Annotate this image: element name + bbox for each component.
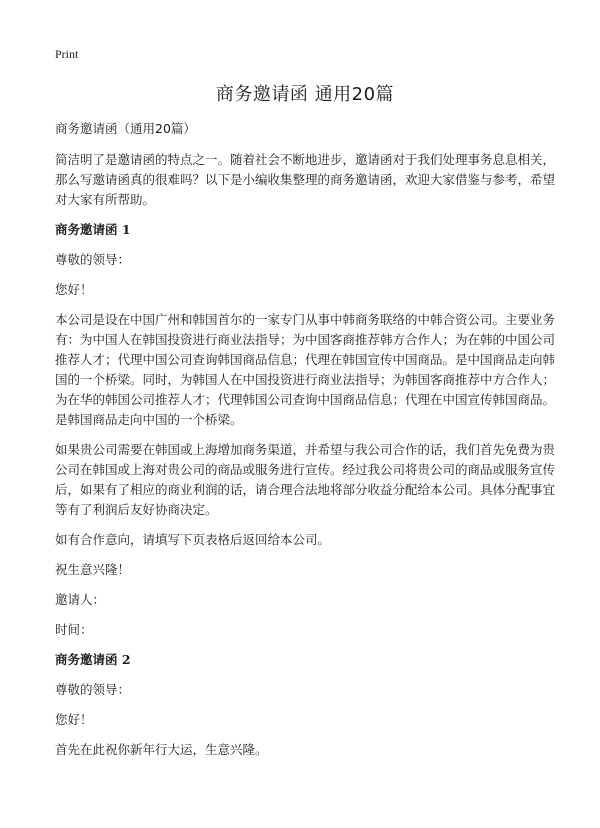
section-heading: 商务邀请函 1 — [55, 222, 131, 237]
body-paragraph: 本公司是设在中国广州和韩国首尔的一家专门从事中韩商务联络的中韩合资公司。主要业务有：为中国人在韩国投资进行商业法指导；为中国客商推荐韩方合作人；为在韩的中国公司推荐人才；代理中国公司查询韩国商品信息；代理在韩国宣传中国商品。是中国商品走向韩国的一个桥梁。同时，为韩国人在中国投资进行商业法指导；为韩国客商推荐中方合作人；为在华的韩国公司推荐人才；代理韩国公司查询中国商品信息；代理在中国宣传韩国商品。是韩国商品走向中国的一个桥梁。 — [55, 312, 556, 427]
section-2 — [55, 650, 555, 760]
body-paragraph: 首先在此祝你新年行大运，生意兴隆。 — [55, 742, 268, 757]
intro-paragraph: 简洁明了是邀请函的特点之一。随着社会不断地进步，邀请函对于我们处理事务息息相关，那么写邀请函真的很难吗？以下是小编收集整理的商务邀请函，欢迎大家借鉴与参考，希望对大家有所帮助。 — [55, 152, 556, 207]
body-paragraph: 如有合作意向，请填写下页表格后返回给本公司。 — [55, 532, 331, 547]
salutation: 尊敬的领导： — [55, 682, 131, 697]
document-body — [55, 119, 555, 770]
time-label: 时间： — [55, 622, 93, 637]
document-subtitle: 商务邀请函（通用20篇） — [55, 121, 196, 136]
document-title: 商务邀请函 通用20篇 — [215, 84, 395, 105]
print-link[interactable]: Print — [55, 47, 79, 61]
body-paragraph: 如果贵公司需要在韩国或上海增加商务渠道，并希望与我公司合作的话，我们首先免费为贵公司在韩国或上海对贵公司的商品或服务进行宣传。经过我公司将贵公司的商品或服务宣传后，如果有了相应的商业利润的话，请合理合法地将部分收益分配给本公司。具体分配事宜等有了利润后友好协商决定。 — [55, 442, 556, 517]
closing: 祝生意兴隆！ — [55, 562, 131, 577]
section-1 — [55, 220, 555, 640]
greeting: 您好！ — [55, 712, 93, 727]
inviter-label: 邀请人： — [55, 592, 106, 607]
section-heading: 商务邀请函 2 — [55, 652, 131, 667]
salutation: 尊敬的领导： — [55, 252, 131, 267]
greeting: 您好！ — [55, 282, 93, 297]
